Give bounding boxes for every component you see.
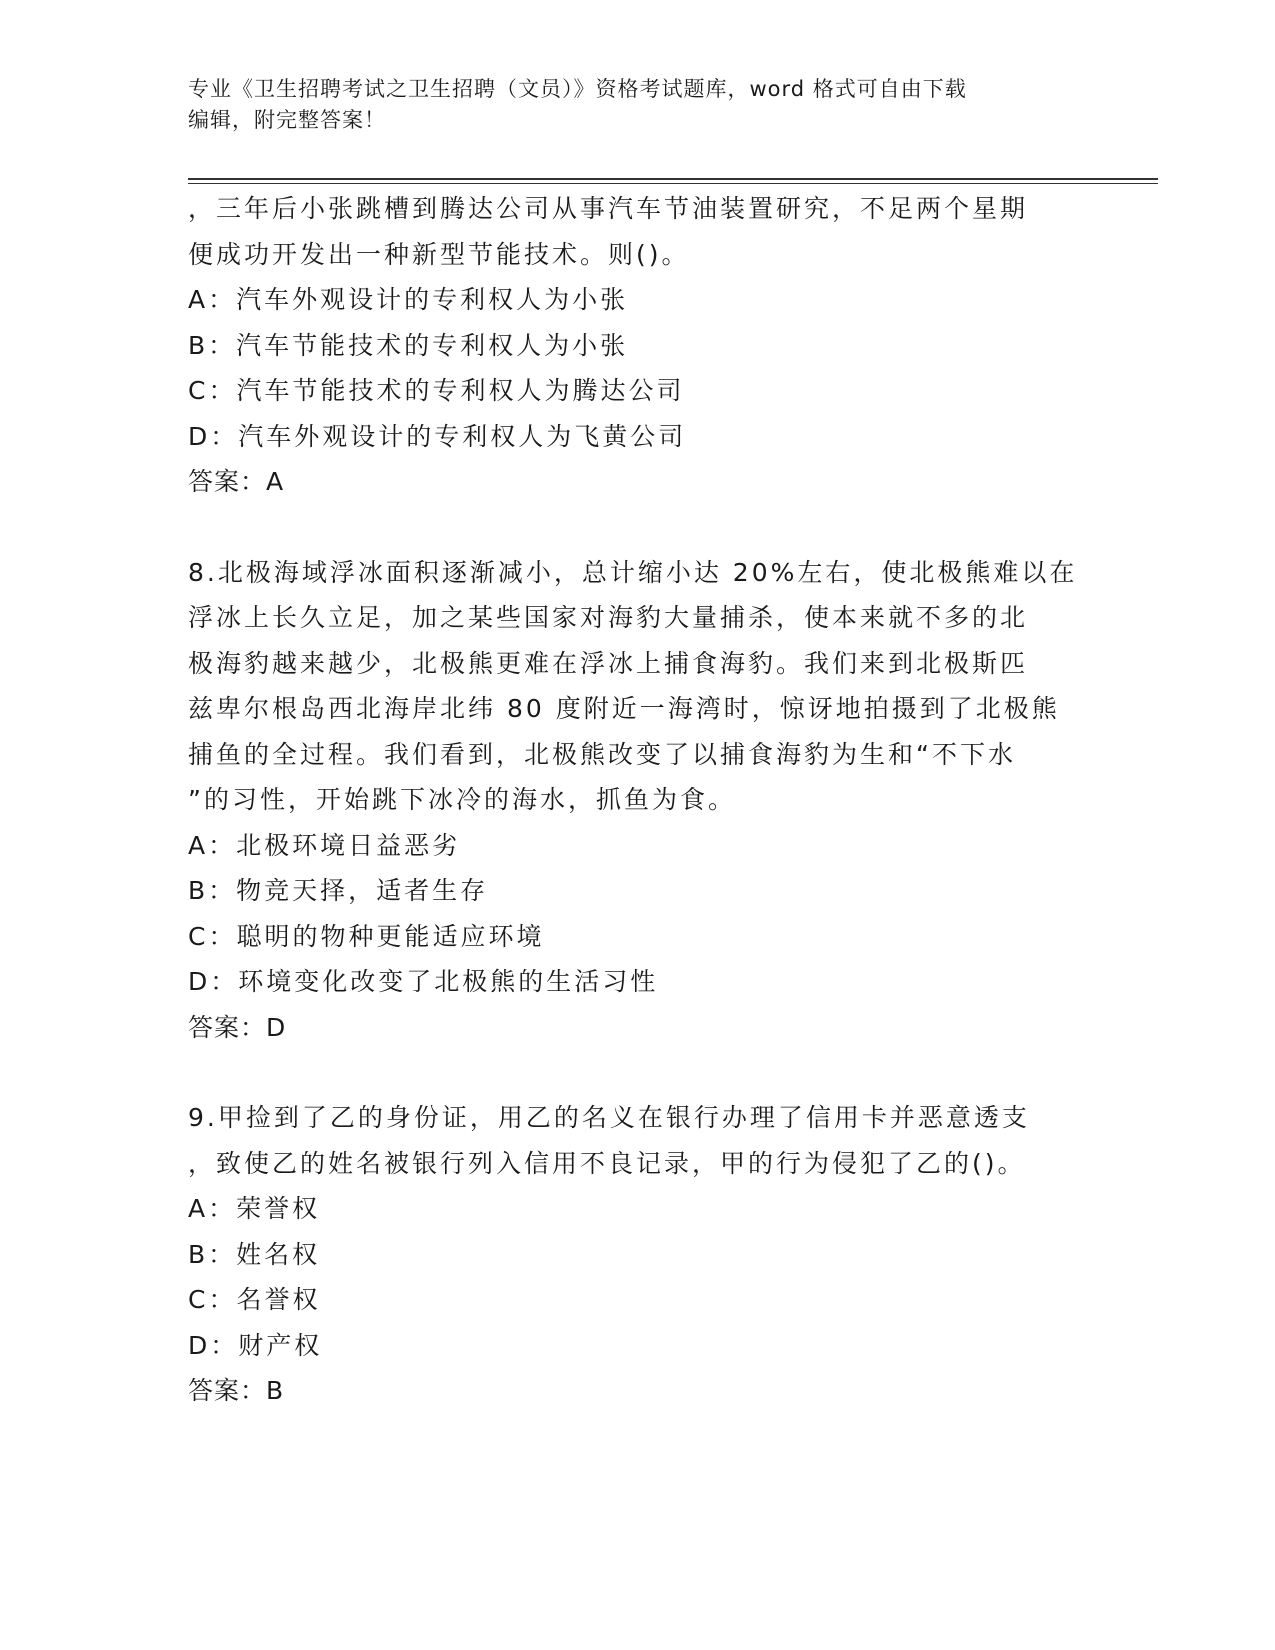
option-b: B：物竞天择，适者生存 bbox=[188, 876, 489, 905]
header-note bbox=[188, 74, 1068, 136]
option-c: C：汽车节能技术的专利权人为腾达公司 bbox=[188, 376, 685, 405]
answer-label: 答案：B bbox=[188, 1376, 285, 1405]
spacer bbox=[188, 1050, 1088, 1095]
option-b: B：汽车节能技术的专利权人为小张 bbox=[188, 330, 629, 360]
question-stem-line: 极海豹越来越少，北极熊更难在浮冰上捕食海豹。我们来到北极斯匹 bbox=[188, 648, 1029, 678]
question-9 bbox=[188, 1095, 1088, 1414]
header-line-1: 专业《卫生招聘考试之卫生招聘（文员）》资格考试题库，word 格式可自由下载 bbox=[188, 77, 967, 101]
answer-label: 答案：D bbox=[188, 1012, 287, 1042]
question-stem-line: 捕鱼的全过程。我们看到，北极熊改变了以捕食海豹为生和“不下水 bbox=[188, 739, 1016, 769]
question-8 bbox=[188, 550, 1088, 1051]
spacer bbox=[188, 505, 1088, 550]
question-stem-line: ”的习性，开始跳下冰冷的海水，抓鱼为食。 bbox=[188, 785, 736, 814]
option-b: B：姓名权 bbox=[188, 1239, 321, 1269]
answer-label: 答案：A bbox=[188, 467, 285, 496]
option-c: C：名誉权 bbox=[188, 1285, 321, 1314]
option-a: A：荣誉权 bbox=[188, 1194, 321, 1223]
question-stem-line: ，致使乙的姓名被银行列入信用不良记录，甲的行为侵犯了乙的()。 bbox=[188, 1148, 1026, 1178]
question-stem-line: 浮冰上长久立足，加之某些国家对海豹大量捕杀，使本来就不多的北 bbox=[188, 603, 1029, 632]
option-d: D：财产权 bbox=[188, 1330, 323, 1360]
header-divider-thin bbox=[188, 183, 1158, 184]
option-c: C：聪明的物种更能适应环境 bbox=[188, 921, 545, 951]
option-d: D：环境变化改变了北极熊的生活习性 bbox=[188, 967, 659, 996]
option-a: A：北极环境日益恶劣 bbox=[188, 830, 461, 860]
question-stem-line: 兹卑尔根岛西北海岸北纬 80 度附近一海湾时，惊讶地拍摄到了北极熊 bbox=[188, 694, 1060, 723]
option-a: A：汽车外观设计的专利权人为小张 bbox=[188, 285, 629, 314]
header-divider bbox=[188, 178, 1158, 180]
header-line-2: 编辑，附完整答案！ bbox=[188, 108, 386, 132]
question-7 bbox=[188, 186, 1088, 505]
question-stem-line: ，三年后小张跳槽到腾达公司从事汽车节油装置研究，不足两个星期 bbox=[188, 194, 1029, 223]
question-stem-line: 9.甲捡到了乙的身份证，用乙的名义在银行办理了信用卡并恶意透支 bbox=[188, 1103, 1030, 1132]
question-content bbox=[188, 186, 1088, 1414]
option-d: D：汽车外观设计的专利权人为飞黄公司 bbox=[188, 421, 687, 451]
question-stem-line: 8.北极海域浮冰面积逐渐减小，总计缩小达 20%左右，使北极熊难以在 bbox=[188, 557, 1078, 587]
question-stem-line: 便成功开发出一种新型节能技术。则()。 bbox=[188, 239, 690, 269]
